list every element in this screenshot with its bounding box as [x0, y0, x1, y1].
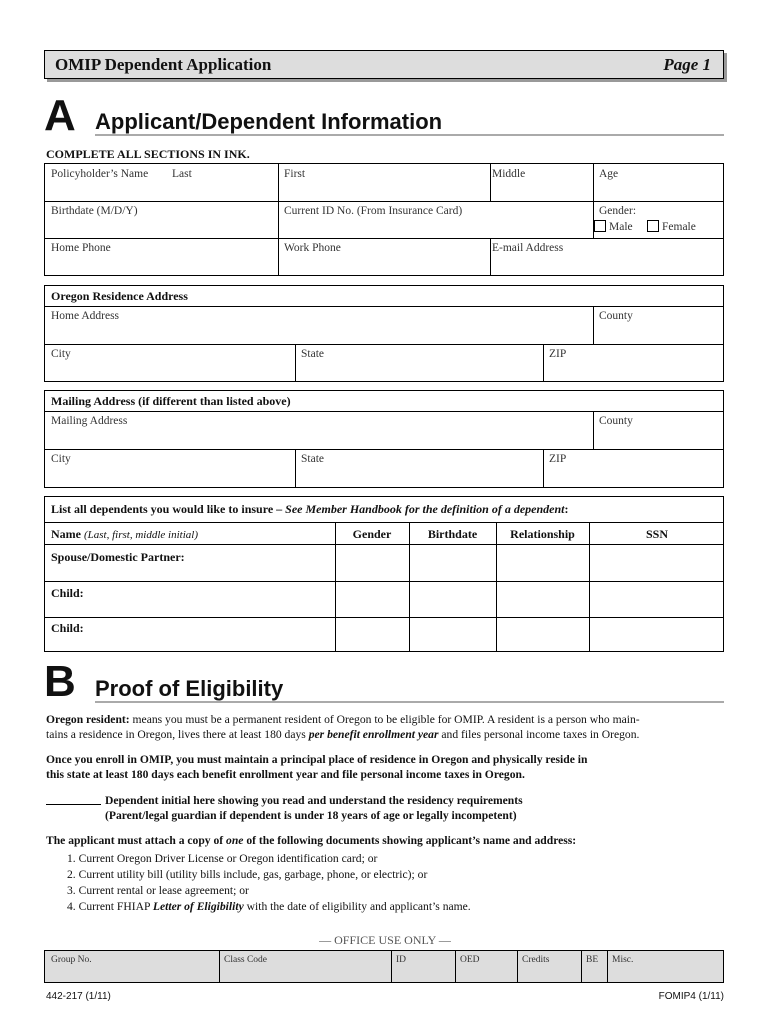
age-label: Age: [599, 168, 619, 180]
residence-address-grid: [44, 285, 724, 382]
birthdate-column-header: Birthdate: [427, 527, 478, 541]
list-item: 1. Current Oregon Driver License or Oregon identification card; or: [67, 852, 378, 865]
home-phone-label: Home Phone: [51, 242, 111, 254]
section-b-letter: B: [44, 657, 76, 706]
form-title: OMIP Dependent Application: [55, 55, 272, 74]
table-row: Child:: [51, 621, 84, 635]
attachment-requirement: The applicant must attach a copy of one of the following documents showing applicant’s name and address:: [46, 834, 577, 847]
email-label: E-mail Address: [492, 242, 564, 254]
credits-label: Credits: [522, 955, 550, 965]
section-a-letter: A: [44, 91, 76, 140]
mailing-county-label: County: [599, 415, 633, 427]
female-label: Female: [662, 221, 696, 233]
section-b-rule: [95, 701, 724, 703]
page-number: Page 1: [663, 55, 711, 74]
residence-zip-label: ZIP: [549, 348, 567, 360]
dependent-initial-input[interactable]: [46, 804, 101, 805]
residence-state-label: State: [301, 348, 324, 360]
policyholder-name-label: Policyholder’s Name: [51, 168, 149, 180]
mailing-city-label: City: [51, 453, 71, 465]
gender-male-option[interactable]: [594, 220, 633, 233]
home-address-label: Home Address: [51, 310, 120, 322]
last-name-label: Last: [172, 168, 192, 180]
work-phone-label: Work Phone: [284, 242, 341, 254]
residency-requirement-paragraph: Once you enroll in OMIP, you must maintain a principal place of residence in Oregon and physically reside in this state at least 180 days each benefit enrollment year and file personal income taxes in Oregon.: [46, 753, 588, 781]
mailing-address-grid: [44, 390, 724, 488]
residence-title: Oregon Residence Address: [51, 289, 188, 303]
section-a-title: Applicant/Dependent Information: [95, 109, 443, 134]
ink-instruction: COMPLETE ALL SECTIONS IN INK.: [46, 147, 250, 161]
section-a-rule: [95, 134, 724, 136]
oregon-resident-paragraph: Oregon resident: means you must be a permanent resident of Oregon to be eligible for OMIP. A resident is a person who main- tains a residence in Oregon, lives there at least 180 days per benefit enrollment year and files personal income taxes in Oregon.: [46, 713, 640, 741]
footer-form-code: FOMIP4 (1/11): [658, 991, 724, 1002]
male-checkbox[interactable]: [594, 220, 606, 232]
relationship-column-header: Relationship: [510, 527, 575, 541]
ssn-column-header: SSN: [645, 527, 668, 541]
dependents-table: [44, 496, 724, 652]
middle-name-label: Middle: [492, 168, 526, 180]
office-use-title: — OFFICE USE ONLY —: [319, 933, 451, 947]
be-label: BE: [586, 955, 599, 965]
residence-city-label: City: [51, 348, 71, 360]
section-b-title: Proof of Eligibility: [95, 676, 284, 701]
mailing-state-label: State: [301, 453, 324, 465]
list-item: 2. Current utility bill (utility bills include, gas, garbage, phone, or electric); or: [67, 868, 428, 881]
female-checkbox[interactable]: [647, 220, 659, 232]
office-use-grid: [44, 950, 724, 983]
id-label: ID: [396, 955, 407, 965]
dependents-intro: List all dependents you would like to insure – See Member Handbook for the definition of a dependent:: [51, 502, 569, 516]
dependent-initial-text: Dependent initial here showing you read and understand the residency requirements (Parent/legal guardian if dependent is under 18 years of age or legally incompetent): [105, 794, 523, 822]
gender-column-header: Gender: [352, 527, 392, 541]
footer-form-number: 442-217 (1/11): [46, 991, 111, 1002]
gender-female-option[interactable]: [647, 220, 696, 233]
list-item: 4. Current FHIAP Letter of Eligibility with the date of eligibility and applicant’s name.: [67, 900, 471, 913]
mailing-address-label: Mailing Address: [51, 415, 128, 427]
current-id-label: Current ID No. (From Insurance Card): [284, 205, 463, 217]
header-bar: [44, 50, 724, 79]
table-row: Child:: [51, 586, 84, 600]
gender-label: Gender:: [599, 205, 637, 217]
first-name-label: First: [284, 168, 306, 180]
oed-label: OED: [460, 955, 480, 965]
list-item: 3. Current rental or lease agreement; or: [67, 884, 249, 897]
birthdate-label: Birthdate (M/D/Y): [51, 205, 138, 217]
mailing-title: Mailing Address (if different than listed above): [51, 394, 291, 408]
male-label: Male: [609, 221, 633, 233]
table-row: Spouse/Domestic Partner:: [51, 550, 185, 564]
mailing-zip-label: ZIP: [549, 453, 567, 465]
class-code-label: Class Code: [224, 955, 268, 965]
misc-label: Misc.: [612, 955, 634, 965]
residence-county-label: County: [599, 310, 633, 322]
group-no-label: Group No.: [51, 955, 92, 965]
applicant-grid: [44, 163, 724, 276]
name-column-header: Name (Last, first, middle initial): [51, 527, 198, 541]
